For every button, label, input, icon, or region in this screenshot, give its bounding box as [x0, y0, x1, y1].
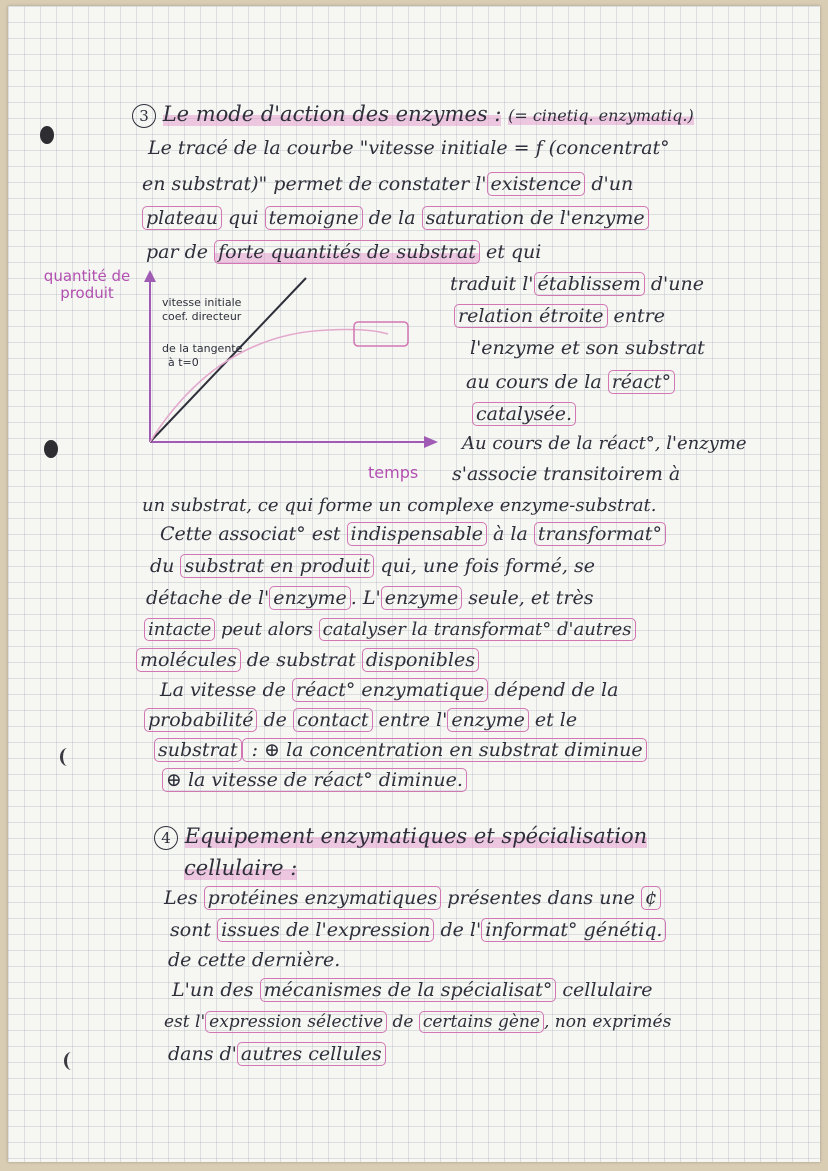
boxed-term: catalyser la transformat° d'autres: [319, 618, 636, 641]
tangent-label-1: vitesse initiale: [162, 296, 242, 309]
text-span: de: [387, 1012, 419, 1032]
boxed-term: indispensable: [347, 522, 488, 546]
text-span: d'un: [585, 173, 634, 195]
text-line: [472, 402, 576, 426]
text-line: [454, 304, 665, 328]
text-line: [142, 172, 633, 196]
boxed-term: enzyme: [269, 586, 351, 610]
text-line: [136, 648, 479, 672]
text-span: Au cours de la réact°, l'enzyme: [462, 433, 747, 454]
text-span: dans d': [168, 1043, 237, 1065]
text-span: à la: [487, 523, 534, 545]
text-span: La vitesse de: [160, 679, 292, 701]
section-3-heading: [132, 102, 694, 128]
text-span: de la: [362, 207, 422, 229]
section-4-title-line-2: [184, 856, 297, 880]
boxed-term: protéines enzymatiques: [204, 886, 442, 910]
boxed-term: forte quantités de substrat: [214, 240, 480, 264]
text-span: traduit l': [450, 273, 534, 295]
text-span: entre l': [372, 709, 448, 731]
boxed-term: expression sélective: [205, 1011, 387, 1033]
boxed-term: : ⊕ la concentration en substrat diminue: [242, 738, 647, 762]
text-span: Le tracé de la courbe "vitesse initiale = f (concentrat°: [148, 137, 670, 159]
boxed-term: disponibles: [362, 648, 479, 672]
text-span: l'enzyme et son substrat: [470, 337, 705, 359]
text-span: . L': [350, 587, 381, 609]
text-span: qui, une fois formé, se: [374, 555, 595, 577]
text-span: L'un des: [172, 979, 260, 1001]
text-span: Les: [164, 887, 204, 909]
text-line: [160, 678, 618, 702]
binder-hole-1: [40, 126, 54, 144]
boxed-term: établissem: [534, 272, 645, 296]
text-span: de substrat: [240, 649, 362, 671]
x-axis-arrow: [424, 436, 438, 448]
text-span: peut alors: [215, 619, 319, 640]
text-span: et le: [528, 709, 578, 731]
boxed-term: enzyme: [447, 708, 529, 732]
text-line: [170, 918, 666, 942]
text-line: [146, 240, 541, 264]
section-4-heading: [154, 824, 647, 850]
text-span: de l': [434, 919, 482, 941]
text-line: [154, 738, 647, 762]
text-span: dépend de la: [488, 679, 619, 701]
boxed-term: réact°: [608, 370, 675, 394]
tangent-label-4: à t=0: [168, 356, 199, 369]
text-span: détache de l': [146, 587, 270, 609]
boxed-term: intacte: [144, 618, 215, 641]
boxed-term: temoigne: [265, 206, 363, 230]
notebook-page: [8, 6, 820, 1162]
text-span: seule, et très: [462, 587, 594, 609]
text-span: entre: [607, 305, 665, 327]
text-line: [150, 554, 595, 578]
text-span: est l': [164, 1012, 206, 1032]
text-line: [142, 206, 649, 230]
boxed-term: saturation de l'enzyme: [422, 206, 649, 230]
boxed-term: issues de l'expression: [217, 918, 434, 942]
section-number-circle: 3: [132, 104, 156, 128]
boxed-term: certains gène: [419, 1011, 544, 1033]
text-span: qui: [222, 207, 265, 229]
text-line: [452, 462, 680, 486]
plateau-box: [354, 322, 408, 346]
section-4-title-line-1: Equipement enzymatiques et spécialisation: [184, 824, 648, 848]
y-axis-arrow: [144, 270, 156, 282]
text-span: par de: [146, 241, 215, 263]
boxed-term: ¢: [641, 886, 661, 910]
text-span: de: [257, 709, 293, 731]
section-number-circle: 4: [154, 826, 178, 850]
tangent-label-3: de la tangente: [162, 342, 243, 355]
text-span: s'associe transitoirem à: [452, 463, 681, 485]
section-3-title-note: (= cinetiq. enzymatiq.): [508, 106, 694, 125]
text-line: [168, 948, 340, 972]
tangent-label-2: coef. directeur: [162, 310, 242, 323]
boxed-term: probabilité: [144, 708, 257, 732]
text-line: [148, 136, 670, 160]
boxed-term: informat° génétiq.: [481, 918, 666, 942]
velocity-graph: [128, 264, 428, 484]
boxed-term: transformat°: [534, 522, 666, 546]
boxed-term: plateau: [142, 206, 222, 230]
boxed-term: mécanismes de la spécialisat°: [260, 978, 557, 1002]
boxed-term: relation étroite: [454, 304, 608, 328]
text-span: sont: [170, 919, 218, 941]
text-span: du: [150, 555, 181, 577]
text-span: et qui: [479, 241, 542, 263]
text-line: [450, 272, 704, 296]
boxed-term: molécules: [136, 648, 241, 672]
binder-hole-3: [60, 748, 75, 766]
text-span: présentes dans une: [441, 887, 641, 909]
text-span: au cours de la: [466, 371, 608, 393]
text-span: en substrat)" permet de constater l': [142, 173, 487, 195]
y-axis-label: quantité de produit: [43, 267, 131, 302]
text-line: [164, 886, 661, 910]
text-line: [162, 768, 467, 792]
text-line: [146, 586, 594, 610]
text-line: [466, 370, 675, 394]
text-span: d'une: [644, 273, 704, 295]
text-span: , non exprimés: [543, 1012, 672, 1032]
x-axis-label: temps: [368, 463, 419, 482]
text-line: [462, 432, 747, 456]
section-3-title: Le mode d'action des enzymes :: [162, 102, 502, 126]
text-line: [144, 708, 577, 732]
text-line: [470, 336, 705, 360]
boxed-term: réact° enzymatique: [292, 678, 488, 702]
boxed-term: ⊕ la vitesse de réact° diminue.: [162, 768, 467, 792]
text-line: [160, 522, 666, 546]
boxed-term: autres cellules: [237, 1042, 386, 1066]
boxed-term: contact: [293, 708, 373, 732]
boxed-term: existence: [487, 172, 586, 196]
text-span: un substrat, ce qui forme un complexe enzyme-substrat.: [142, 495, 657, 516]
text-span: cellulaire :: [184, 856, 298, 880]
text-line: [142, 494, 657, 518]
text-span: cellulaire: [556, 979, 653, 1001]
binder-hole-2: [44, 440, 58, 458]
text-line: [164, 1010, 671, 1034]
text-line: [172, 978, 653, 1002]
text-line: [168, 1042, 386, 1066]
boxed-term: substrat: [154, 738, 242, 762]
boxed-term: catalysée.: [472, 402, 576, 426]
binder-hole-4: [64, 1052, 79, 1070]
boxed-term: substrat en produit: [180, 554, 374, 578]
text-line: [144, 618, 636, 642]
text-span: de cette dernière.: [168, 949, 341, 971]
text-span: Cette associat° est: [160, 523, 347, 545]
boxed-term: enzyme: [381, 586, 463, 610]
